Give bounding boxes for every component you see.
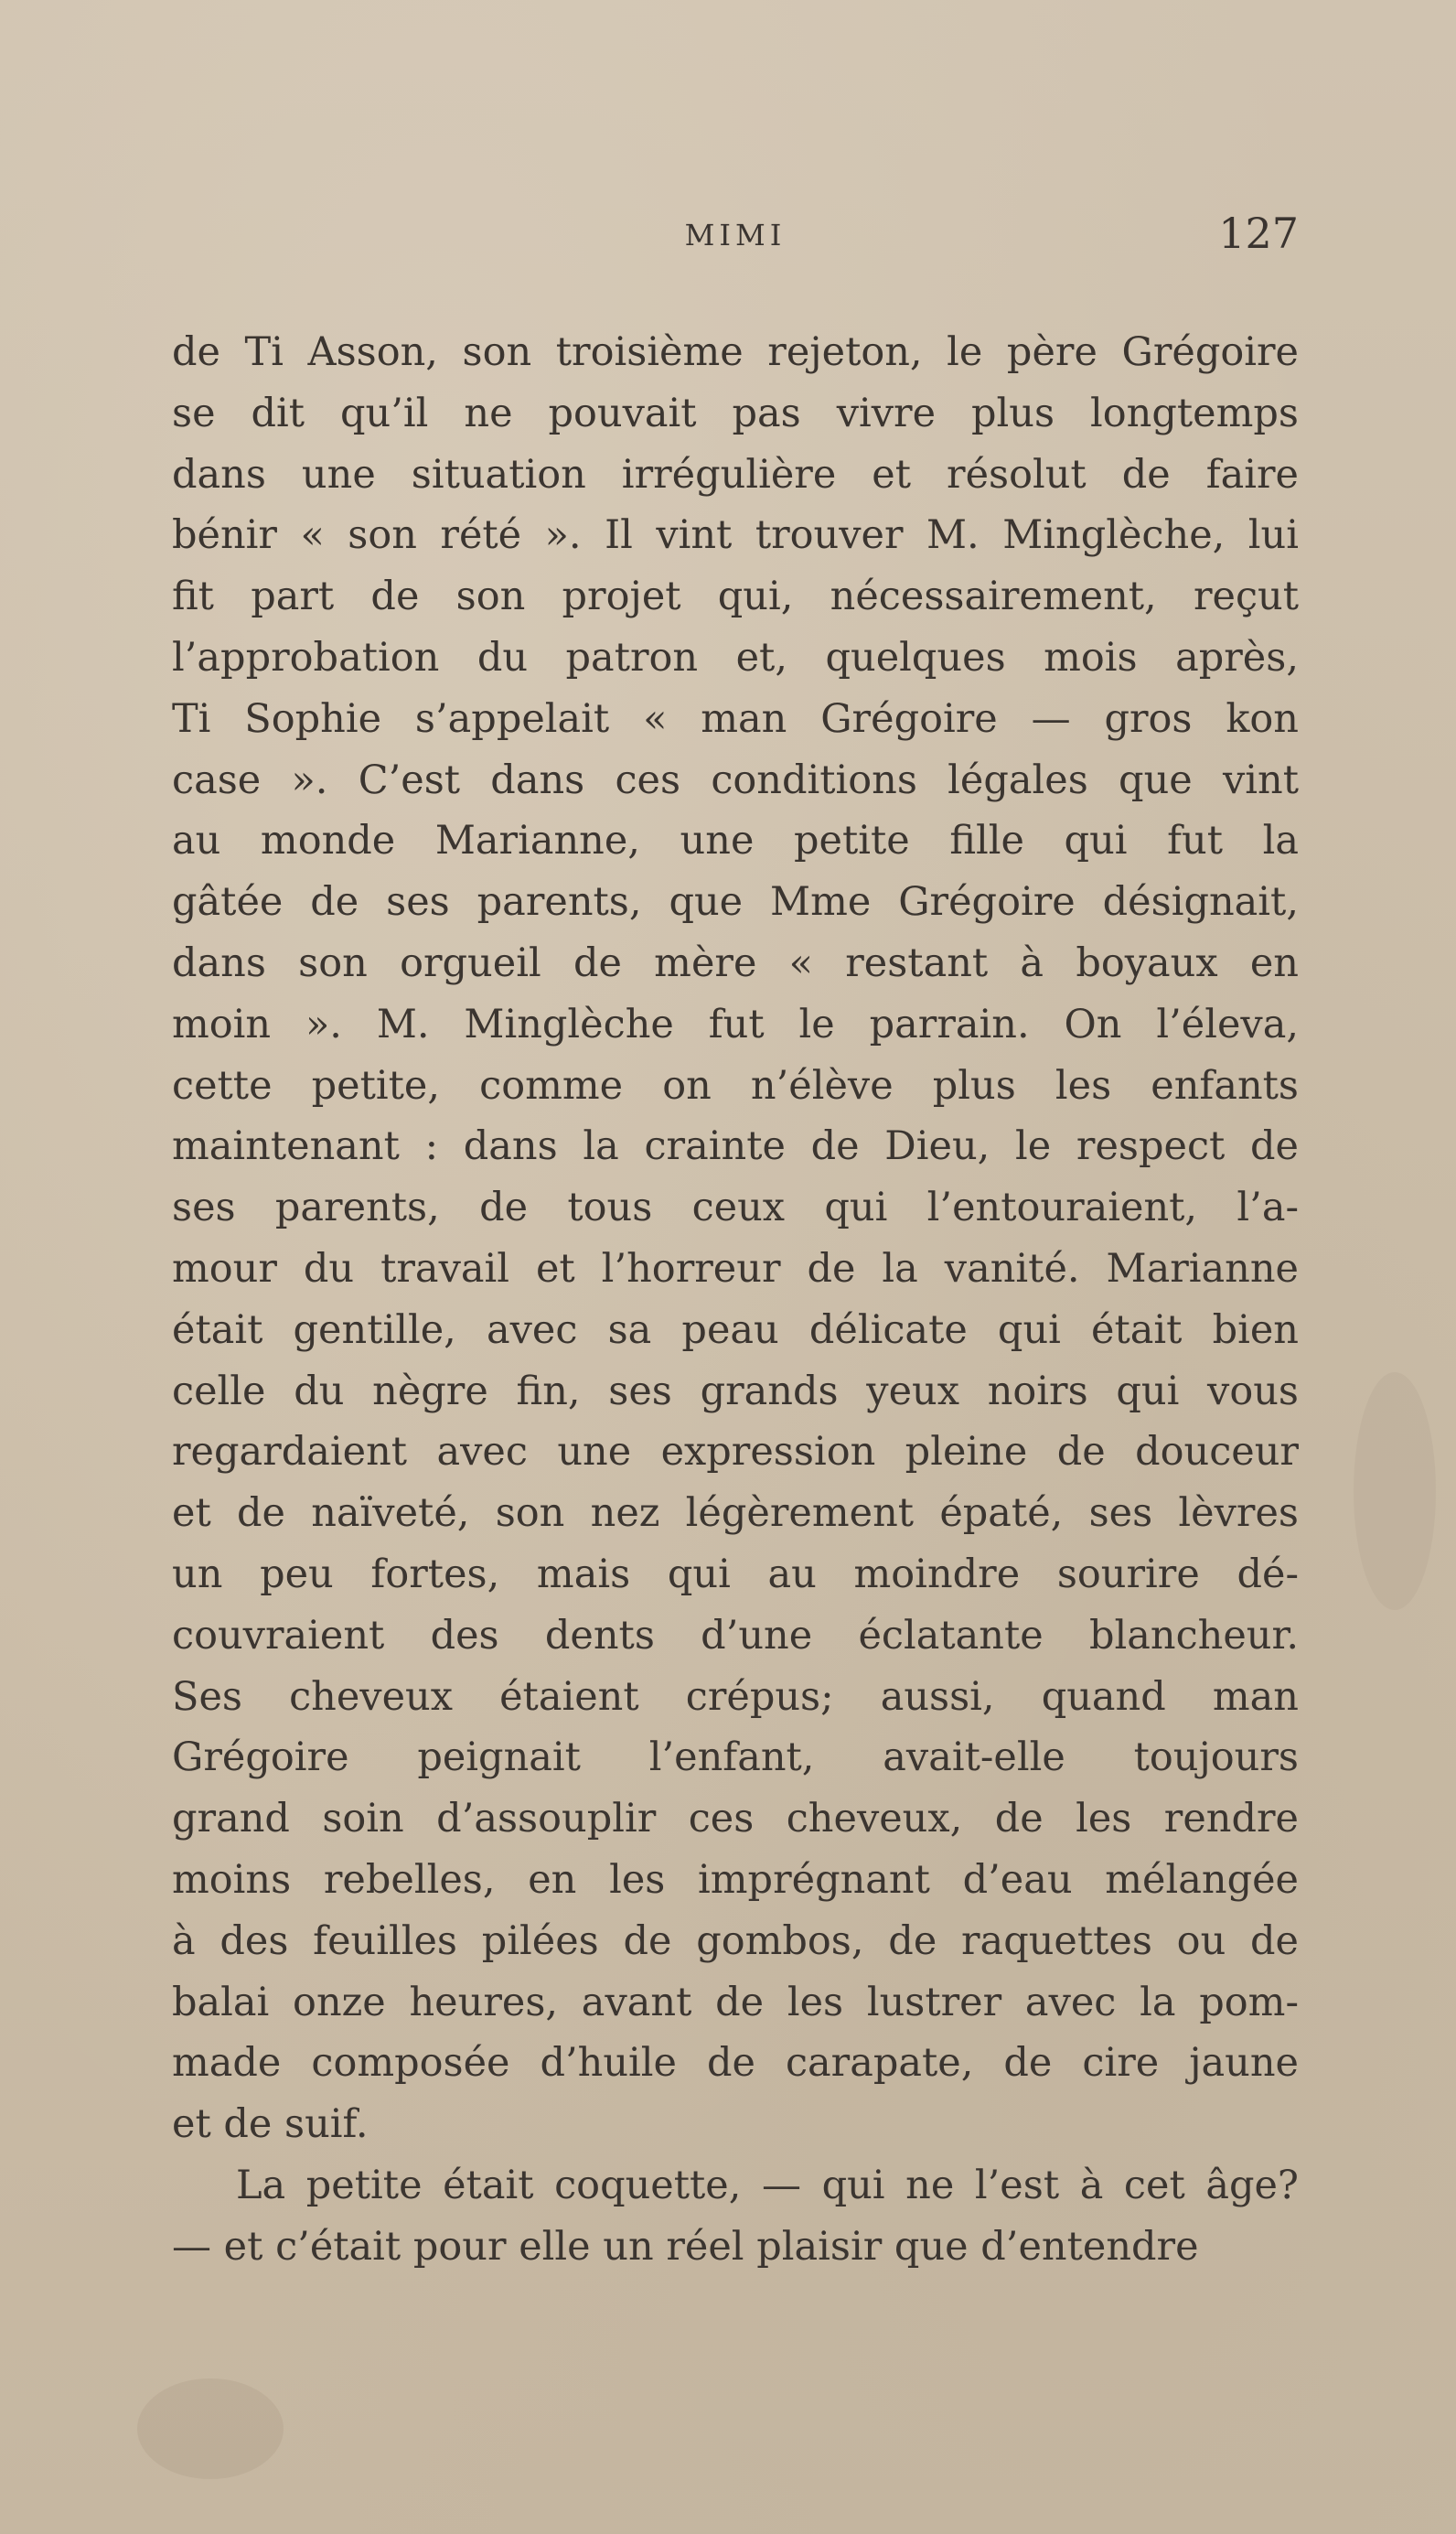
text-line: case ». C’est dans ces conditions légales que vint (172, 757, 1299, 803)
text-line: maintenant : dans la crainte de Dieu, le respect de (172, 1123, 1299, 1170)
text-line: fit part de son projet qui, nécessairement, reçut (172, 574, 1299, 620)
running-title: MIMI (684, 218, 787, 252)
text-line: grand soin d’assouplir ces cheveux, de les rendre (172, 1796, 1299, 1842)
text-line: à des feuilles pilées de gombos, de raquettes ou de (172, 1917, 1299, 1964)
text-line: et de suif. (172, 2101, 369, 2148)
text-line: moin ». M. Minglèche fut le parrain. On l’éleva, (172, 1001, 1299, 1047)
text-line: — et c’était pour elle un réel plaisir que d’entendre (172, 2223, 1199, 2270)
text-line: ses parents, de tous ceux qui l’entouraient, l’a- (172, 1185, 1299, 1231)
text-line: Ses cheveux étaient crépus; aussi, quand man (172, 1673, 1299, 1720)
text-line: l’approbation du patron et, quelques mois après, (172, 634, 1299, 681)
text-line: moins rebelles, en les imprégnant d’eau mélangée (172, 1856, 1299, 1903)
body-text (172, 322, 1299, 2278)
text-line: se dit qu’il ne pouvait pas vivre plus longtemps (172, 390, 1299, 436)
text-line: mour du travail et l’horreur de la vanité. Marianne (172, 1245, 1299, 1292)
text-line: et de naïveté, son nez légèrement épaté, ses lèvres (172, 1490, 1299, 1537)
text-line: couvraient des dents d’une éclatante blancheur. (172, 1612, 1299, 1659)
text-line: regardaient avec une expression pleine de douceur (172, 1429, 1299, 1476)
text-line: cette petite, comme on n’élève plus les enfants (172, 1062, 1299, 1109)
text-line: Ti Sophie s’appelait « man Grégoire — gros kon (172, 695, 1299, 742)
text-line: était gentille, avec sa peau délicate qui était bien (172, 1306, 1299, 1353)
running-head (172, 209, 1299, 263)
text-line: celle du nègre fin, ses grands yeux noirs qui vous (172, 1368, 1299, 1414)
text-line: un peu fortes, mais qui au moindre sourire dé- (172, 1551, 1299, 1597)
paper-stain (1354, 1372, 1436, 1610)
text-line: Grégoire peignait l’enfant, avait-elle toujours (172, 1734, 1299, 1781)
page-number: 127 (1218, 209, 1299, 258)
text-line: dans une situation irrégulière et résolut de faire (172, 451, 1299, 498)
text-line: de Ti Asson, son troisième rejeton, le père Grégoire (172, 329, 1299, 375)
text-line: balai onze heures, avant de les lustrer avec la pom- (172, 1979, 1299, 2025)
text-line: gâtée de ses parents, que Mme Grégoire désignait, (172, 879, 1299, 926)
paper-stain (137, 2378, 284, 2479)
text-line: dans son orgueil de mère « restant à boyaux en (172, 940, 1299, 986)
text-line: La petite était coquette, — qui ne l’est à cet âge? (236, 2162, 1299, 2208)
text-line: made composée d’huile de carapate, de cire jaune (172, 2040, 1299, 2087)
text-line: bénir « son rété ». Il vint trouver M. Minglèche, lui (172, 512, 1299, 559)
text-line: au monde Marianne, une petite fille qui fut la (172, 818, 1299, 864)
